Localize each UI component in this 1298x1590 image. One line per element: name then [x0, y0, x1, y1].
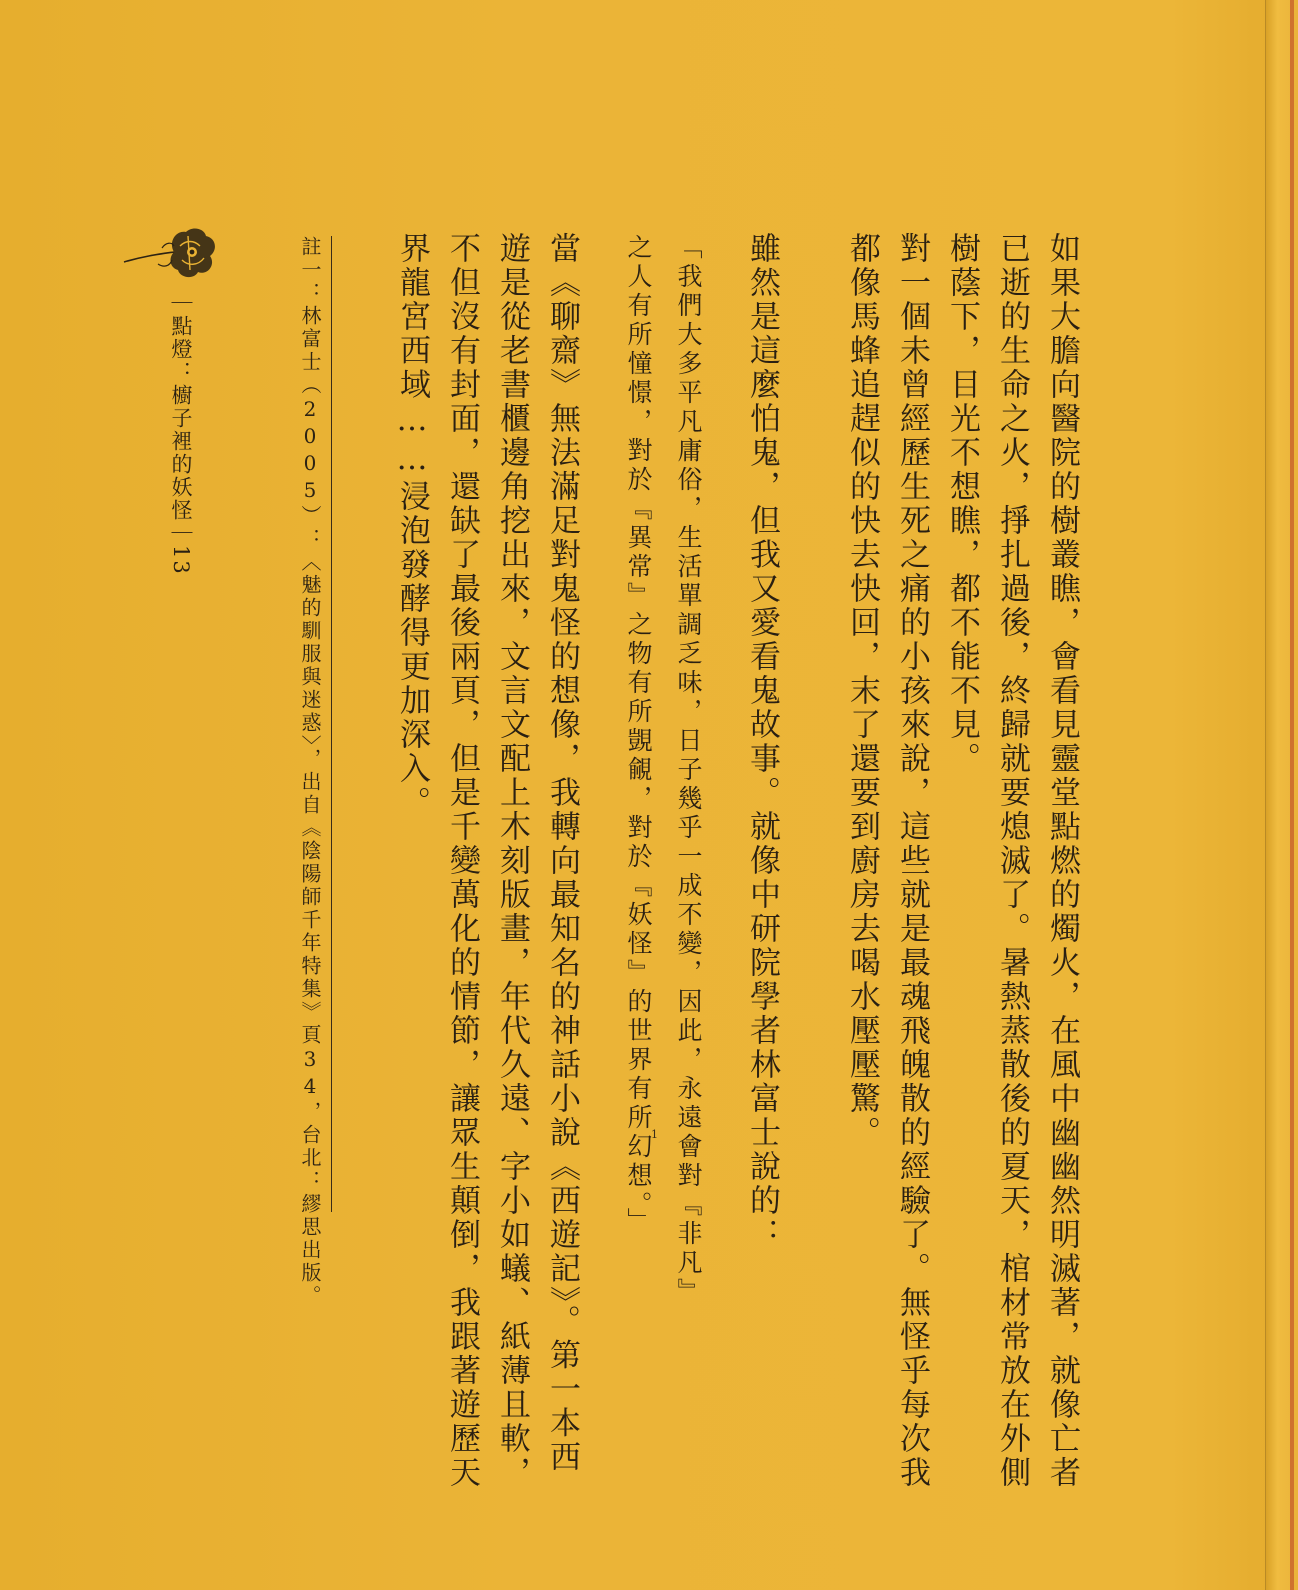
body-column-6: 雖然是這麼怕鬼，但我又愛看鬼故事。就像中研院學者林富士說的：	[744, 232, 780, 1252]
body-column-2: 已逝的生命之火，掙扎過後，終歸就要熄滅了。暑熱蒸散後的夏天，棺材常放在外側	[994, 232, 1030, 1490]
flower-ornament-icon	[122, 222, 218, 280]
page-number: 13	[169, 545, 193, 576]
body-column-3: 樹蔭下，目光不想瞧，都不能不見。	[944, 232, 980, 776]
page-edge	[1265, 0, 1298, 1590]
body-column-7: 當《聊齋》無法滿足對鬼怪的想像，我轉向最知名的神話小說《西遊記》。第一本西	[544, 232, 580, 1475]
quote-column-2: 之人有所憧憬，對於『異常』之物有所覬覦，對於『妖怪』的世界有所幻想。」	[624, 234, 653, 1237]
footnote-marker: 1	[651, 1128, 658, 1141]
footnote-text: 註一：林富士（2005）：〈魅的馴服與迷惑〉，出自《陰陽師千年特集》頁34，台北：繆思出版。	[298, 236, 322, 1308]
running-footer: ｜點燈：櫥子裡的妖怪｜13	[169, 292, 193, 576]
body-column-1: 如果大膽向醫院的樹叢瞧，會看見靈堂點燃的燭火，在風中幽幽然明滅著，就像亡者	[1044, 232, 1080, 1490]
footnote-divider	[331, 236, 332, 1212]
quote-column-1: 「我們大多平凡庸俗，生活單調乏味，日子幾乎一成不變，因此，永遠會對『非凡』	[674, 234, 703, 1307]
body-column-5: 都像馬蜂追趕似的快去快回，末了還要到廚房去喝水壓壓驚。	[844, 232, 880, 1150]
body-column-4: 對一個未曾經歷生死之痛的小孩來說，這些就是最魂飛魄散的經驗了。無怪乎每次我	[894, 232, 930, 1490]
body-column-10: 界龍宮西域……浸泡發酵得更加深入。	[394, 232, 430, 820]
footer-section-title: 點燈：櫥子裡的妖怪	[169, 315, 193, 522]
body-column-9: 不但沒有封面，還缺了最後兩頁，但是千變萬化的情節，讓眾生顛倒，我跟著遊歷天	[444, 232, 480, 1490]
body-column-8: 遊是從老書櫃邊角挖出來，文言文配上木刻版畫，年代久遠、字小如蟻、紙薄且軟，	[494, 232, 530, 1490]
